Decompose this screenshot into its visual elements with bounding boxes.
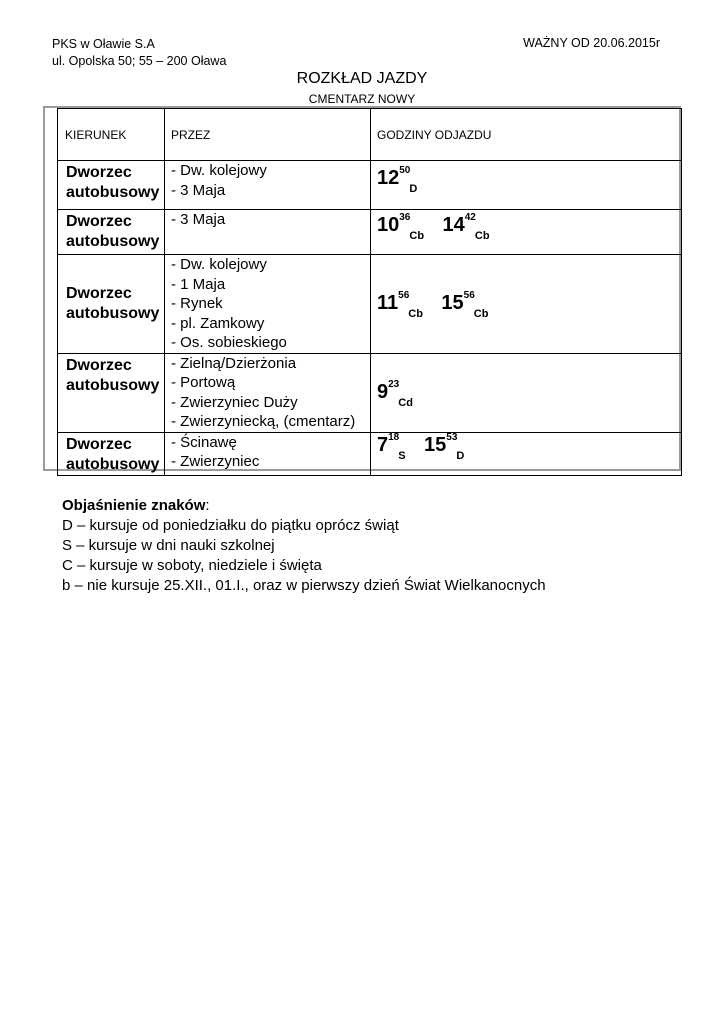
table-row	[58, 161, 682, 210]
table-row	[58, 353, 682, 432]
departure-time: $9^{23}_{Cd}$	[377, 379, 413, 409]
via-stop: - Dw. kolejowy	[171, 162, 267, 179]
departure-time: $11^{56}_{Cb}$	[377, 290, 423, 321]
legend-item: C – kursuje w soboty, niedziele i święta	[62, 557, 322, 574]
direction-line-1: Dworzec	[66, 164, 132, 181]
timetable	[57, 108, 682, 476]
direction-line-1: Dworzec	[66, 213, 132, 230]
company-name: PKS w Oławie S.A	[52, 37, 155, 51]
table-row	[58, 432, 682, 475]
departures-cell	[371, 432, 682, 475]
legend-item: b – nie kursuje 25.XII., 01.I., oraz w pierwszy dzień Świat Wielkanocnych	[62, 577, 546, 594]
direction-line-2: autobusowy	[66, 233, 160, 250]
legend-item: D – kursuje od poniedziałku do piątku oprócz świąt	[62, 517, 399, 534]
legend-title: Objaśnienie znaków:	[62, 497, 210, 514]
departures-cell	[371, 161, 682, 210]
direction-line-2: autobusowy	[66, 376, 160, 394]
via-cell	[165, 255, 371, 354]
departure-time: $15^{56}_{Cb}$	[441, 290, 489, 321]
departure-time: $10^{36}_{Cb}$	[377, 212, 425, 242]
via-stop: - Ścinawę	[171, 433, 237, 451]
stop-name: CMENTARZ NOWY	[308, 92, 416, 106]
valid-from: WAŻNY OD 20.06.2015r	[523, 36, 660, 50]
via-stop: - pl. Zamkowy	[171, 314, 265, 332]
via-stop: - Zwierzyniec Duży	[171, 393, 298, 411]
via-cell	[165, 432, 371, 475]
departures-cell	[371, 255, 682, 354]
via-cell	[165, 353, 371, 432]
departure-time: $7^{18}_S$	[377, 431, 406, 462]
company-address: ul. Opolska 50; 55 – 200 Oława	[52, 54, 227, 68]
departure-time: $12^{50}_D$	[377, 165, 418, 195]
via-stop: - Rynek	[171, 295, 223, 312]
table-header-row	[58, 109, 682, 161]
via-cell	[165, 210, 371, 255]
direction-cell	[58, 161, 165, 210]
via-stop: - Dw. kolejowy	[171, 256, 267, 273]
company-header	[52, 36, 226, 70]
direction-line-1: Dworzec	[66, 284, 132, 302]
page-title: ROZKŁAD JAZDY	[296, 70, 428, 87]
direction-line-1: Dworzec	[66, 435, 132, 453]
via-stop: - Os. sobieskiego	[171, 334, 287, 351]
timetable-frame	[43, 106, 681, 471]
via-cell	[165, 161, 371, 210]
direction-cell	[58, 210, 165, 255]
direction-cell	[58, 432, 165, 475]
direction-line-2: autobusowy	[66, 455, 160, 473]
table-row	[58, 210, 682, 255]
via-stop: - 1 Maja	[171, 275, 226, 293]
direction-line-2: autobusowy	[66, 304, 160, 322]
direction-line-1: Dworzec	[66, 356, 132, 374]
direction-cell	[58, 255, 165, 354]
via-stop: - Zielną/Dzierżonia	[171, 354, 297, 372]
legend	[60, 496, 546, 596]
via-stop: - Zwierzyniec	[171, 453, 260, 470]
direction-cell	[58, 353, 165, 432]
via-stop: - 3 Maja	[171, 211, 226, 228]
departure-time: $14^{42}_{Cb}$	[442, 212, 490, 242]
departure-time: $15^{53}_D$	[424, 431, 465, 462]
direction-line-2: autobusowy	[66, 184, 160, 201]
departures-cell	[371, 210, 682, 255]
column-header-departures: GODZINY ODJAZDU	[371, 109, 682, 161]
table-row	[58, 255, 682, 354]
via-stop: - 3 Maja	[171, 181, 226, 199]
departures-cell	[371, 353, 682, 432]
column-header-via: PRZEZ	[165, 109, 371, 161]
via-stop: - Portową	[171, 374, 236, 391]
via-stop: - Zwierzyniecką, (cmentarz)	[171, 413, 356, 430]
column-header-direction: KIERUNEK	[58, 109, 165, 161]
legend-item: S – kursuje w dni nauki szkolnej	[62, 537, 275, 554]
